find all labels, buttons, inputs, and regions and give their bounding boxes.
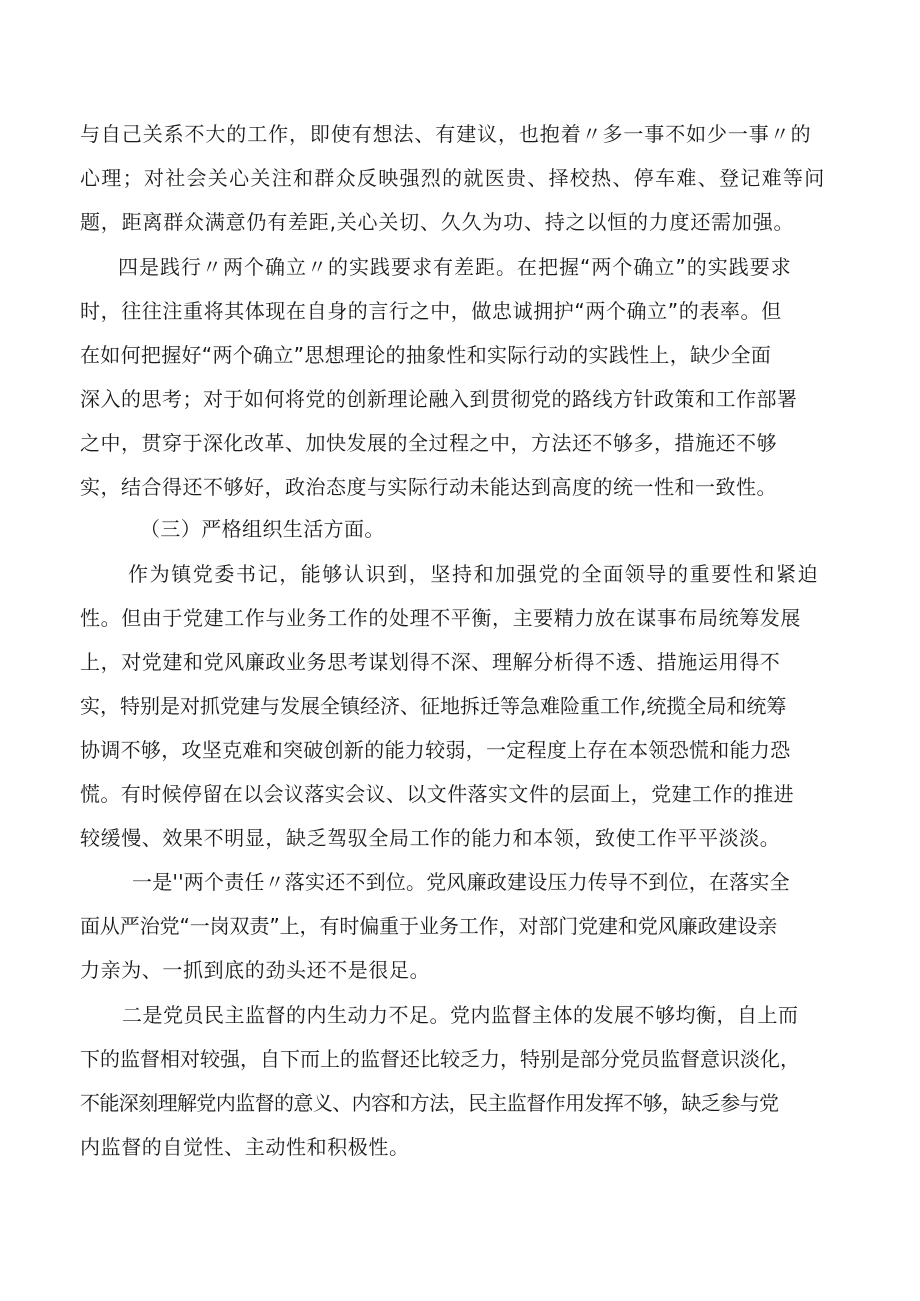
- text-line-5: 时，往往注重将其体现在自身的言行之中，做忠诚拥护“两个确立”的表率。但: [80, 299, 782, 323]
- text-line-12: 性。但由于党建工作与业务工作的处理不平衡，主要精力放在谋事布局统筹发展: [80, 606, 801, 630]
- text-line-20: 力亲为、一抓到底的劲头还不是很足。: [80, 958, 431, 982]
- text-line-21: 二是党员民主监督的内生动力不足。党内监督主体的发展不够均衡，自上而: [122, 1003, 799, 1027]
- text-line-23: 不能深刻理解党内监督的意义、内容和方法，民主监督作用发挥不够，缺乏参与党: [80, 1091, 779, 1115]
- text-line-3: 题，距离群众满意仍有差距,关心关切、久久为功、持之以恒的力度还需加强。: [80, 210, 795, 234]
- text-line-14: 实，特别是对抓党建与发展全镇经济、征地拆迁等急难险重工作,统揽全局和统筹: [80, 694, 787, 718]
- text-line-15: 协调不够，攻坚克难和突破创新的能力较弱，一定程度上存在本领恐慌和能力恐: [80, 738, 791, 762]
- text-line-8: 之中，贯穿于深化改革、加快发展的全过程之中，方法还不够多，措施还不够: [80, 431, 777, 455]
- text-line-4: 四是践行〃两个确立〃的实践要求有差距。在把握“两个确立”的实践要求: [118, 255, 792, 279]
- text-line-2: 心理；对社会关心关注和群众反映强烈的就医贵、择校热、停车难、登记难等问: [80, 166, 826, 190]
- text-line-17: 较缓慢、效果不明显，缺乏驾驭全局工作的能力和本领，致使工作平平淡淡。: [80, 826, 781, 850]
- text-line-6: 在如何把握好“两个确立”思想理论的抽象性和实际行动的实践性上，缺少全面: [80, 343, 772, 367]
- text-line-7: 深入的思考；对于如何将党的创新理论融入到贯彻党的路线方针政策和工作部署: [80, 387, 798, 411]
- text-line-22: 下的监督相对较强，自下而上的监督还比较乏力，特别是部分党员监督意识淡化，: [80, 1047, 800, 1071]
- text-line-18: 一是''两个责任〃落实还不到位。党风廉政建设压力传导不到位，在落实全: [132, 870, 790, 894]
- text-line-11: 作为镇党委书记，能够认识到，坚持和加强党的全面领导的重要性和紧迫: [128, 562, 820, 586]
- text-line-24: 内监督的自觉性、主动性和积极性。: [80, 1135, 410, 1159]
- text-line-13: 上，对党建和党风廉政业务思考谋划得不深、理解分析得不透、措施运用得不: [80, 650, 781, 674]
- section-heading: （三）严格组织生活方面。: [140, 517, 385, 541]
- text-line-19: 面从严治党“一岗双责”上，有时偏重于业务工作，对部门党建和党风廉政建设亲: [80, 914, 778, 938]
- text-line-16: 慌。有时候停留在以会议落实会议、以文件落实文件的层面上，党建工作的推进: [80, 782, 794, 806]
- text-line-9: 实，结合得还不够好，政治态度与实际行动未能达到高度的统一性和一致性。: [80, 475, 777, 499]
- text-line-1: 与自己关系不大的工作，即使有想法、有建议，也抱着〃多一事不如少一事〃的: [80, 122, 812, 146]
